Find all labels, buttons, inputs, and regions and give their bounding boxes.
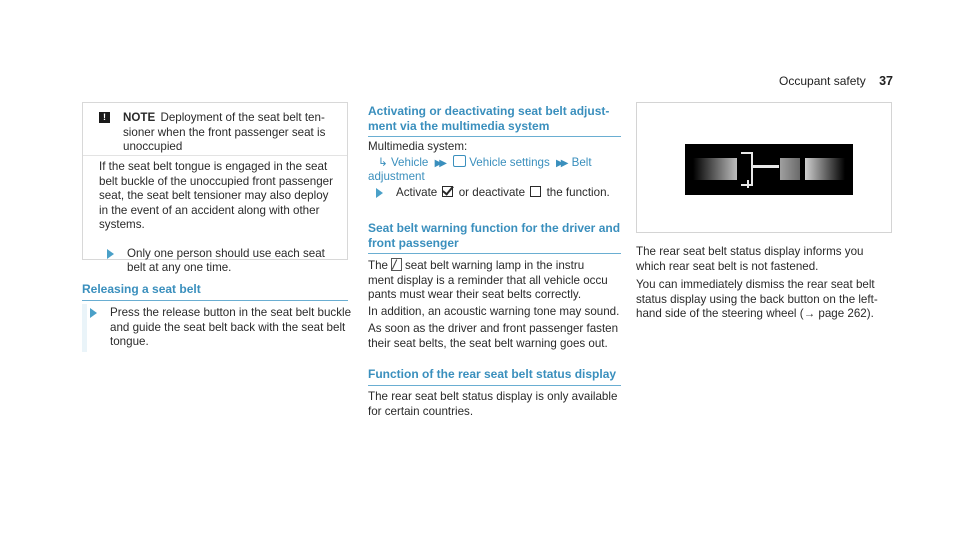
display-paragraph: The rear seat belt status display informs you which rear seat belt is not fastened. [636, 245, 864, 273]
seat-belt-unfastened-icon [741, 152, 761, 186]
step-text: Press the release button in the seat belt buckle and guide the seat belt back with the seat belt tongue. [110, 306, 352, 348]
note-body [99, 160, 339, 276]
section-heading-warning: Seat belt warning function for the driver and front passenger [368, 221, 621, 254]
multimedia-label: Multimedia system: [368, 140, 468, 153]
section-heading-activating: Activating or deactivating seat belt adjust- ment via the multimedia system [368, 104, 621, 137]
enter-arrow-icon: ↳ [378, 156, 388, 169]
rear-paragraph: The rear seat belt status display is only available for certain countries. [368, 390, 618, 418]
page-number: 37 [879, 74, 893, 88]
seat-left-icon [693, 158, 737, 180]
display-paragraph: You can immediately dismiss the rear seat belt status display using the back button on the left- hand side of the steering wheel (→ page 262). [636, 278, 878, 320]
note-paragraph: If the seat belt tongue is engaged in the seat belt buckle of the unoccupied front passenger seat, the seat belt tensioner may also deploy in the event of an accident along with other systems. [99, 160, 333, 231]
seat-belt-warning-icon [391, 258, 402, 271]
step-arrow-icon [90, 308, 97, 318]
section-title: Occupant safety [779, 74, 866, 88]
note-title: Deployment of the seat belt tensioner when the front passenger seat is unoccupied [123, 111, 326, 153]
section-heading-rear: Function of the rear seat belt status display [368, 367, 621, 386]
instruction-step [99, 247, 339, 276]
vehicle-settings-icon [453, 155, 466, 167]
path-vehicle: Vehicle [390, 156, 429, 169]
rear-seat-belt-status-display [685, 144, 853, 195]
warning-paragraph: In addition, an acoustic warning tone may sound. [368, 305, 620, 318]
chevron-right-icon: ▶▶ [434, 158, 444, 169]
seat-right-icon [805, 158, 845, 180]
checked-box-icon [442, 186, 453, 197]
note-label: NOTE [123, 111, 156, 124]
path-adjustment: adjustment [368, 170, 425, 183]
chevron-right-icon: ▶▶ [556, 158, 566, 169]
warning-icon: ! [99, 112, 110, 123]
warning-paragraph: As soon as the driver and front passenger fasten their seat belts, the seat belt warning goes out. [368, 322, 619, 350]
section-heading-releasing: Releasing a seat belt [82, 282, 348, 301]
path-vehicle-settings: Vehicle settings [469, 156, 550, 169]
instruction-step: Activate or deactivate the function. [368, 186, 649, 201]
step-arrow-icon [107, 249, 114, 259]
note-box [82, 102, 348, 274]
empty-box-icon [530, 186, 541, 197]
instruction-step [82, 306, 368, 350]
path-belt: Belt [571, 156, 592, 169]
note-header [99, 111, 343, 155]
page-header [779, 74, 893, 89]
seat-middle-icon [780, 158, 800, 180]
warning-paragraph: The seat belt warning lamp in the instru ment display is a reminder that all vehicle occu pants must wear their seat belts correctly. [368, 259, 608, 301]
step-arrow-icon [376, 188, 383, 198]
divider [83, 155, 347, 156]
status-display-figure [636, 102, 892, 233]
step-text: Only one person should use each seat belt at any one time. [127, 246, 325, 274]
step-bar [82, 304, 87, 352]
